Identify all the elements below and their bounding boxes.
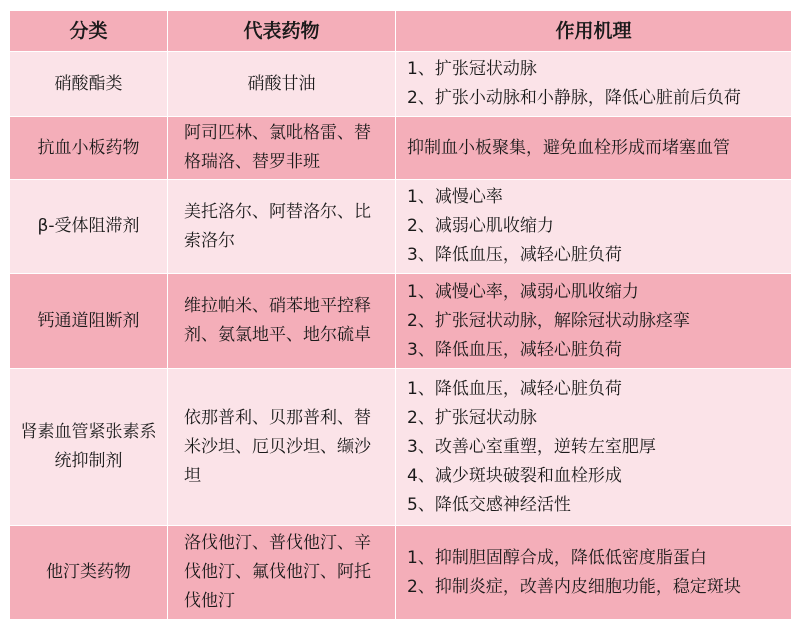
header-category: 分类 [10,11,168,52]
drugs-cell: 维拉帕米、硝苯地平控释剂、氨氯地平、地尔硫卓 [168,274,396,369]
category-cell [10,274,168,369]
mechanism-line: 4、减少斑块破裂和血栓形成 [407,465,622,486]
table-row [10,117,792,180]
mechanism-line: 2、扩张冠状动脉 [407,407,537,428]
drug-table-container [9,10,791,620]
drugs-cell: 依那普利、贝那普利、替米沙坦、厄贝沙坦、缬沙坦 [168,369,396,526]
mechanism-line: 2、减弱心肌收缩力 [407,216,554,236]
mechanism-line: 1、降低血压，减轻心脏负荷 [407,378,622,399]
mechanism-line: 1、扩张冠状动脉 [407,59,537,79]
mechanism-cell [396,52,792,117]
category-cell [10,52,168,117]
category-label: β-受体阻滞剂 [37,216,140,236]
mechanism-line: 3、改善心室重塑，逆转左室肥厚 [407,436,656,457]
drugs-cell: 阿司匹林、氯吡格雷、替格瑞洛、替罗非班 [168,117,396,180]
category-cell [10,526,168,620]
mechanism-cell [396,369,792,526]
mechanism-line: 2、扩张冠状动脉，解除冠状动脉痉挛 [407,310,690,331]
category-label: 抗血小板药物 [37,137,140,158]
category-label: 他汀类药物 [46,562,131,582]
mechanism-cell [396,526,792,620]
drugs-cell: 硝酸甘油 [168,52,396,117]
mechanism-line: 2、抑制炎症，改善内皮细胞功能，稳定斑块 [407,576,741,597]
header-drugs: 代表药物 [168,11,396,52]
mechanism-line: 1、减慢心率，减弱心肌收缩力 [407,281,639,302]
mechanism-cell [396,274,792,369]
header-mechanism: 作用机理 [396,11,792,52]
mechanism-line: 3、降低血压，减轻心脏负荷 [407,339,622,360]
category-cell [10,117,168,180]
table-row [10,52,792,117]
mechanism-line: 3、降低血压，减轻心脏负荷 [407,245,622,265]
drug-table [9,10,792,620]
category-label: 硝酸酯类 [54,73,123,94]
table-row [10,526,792,620]
mechanism-line: 1、减慢心率 [407,187,503,207]
mechanism-line: 抑制血小板聚集，避免血栓形成而堵塞血管 [407,137,730,158]
category-cell [10,369,168,526]
table-header-row [10,11,792,52]
mechanism-line: 2、扩张小动脉和小静脉，降低心脏前后负荷 [407,88,741,108]
drugs-cell: 美托洛尔、阿替洛尔、比索洛尔 [168,180,396,274]
table-row [10,274,792,369]
table-row [10,180,792,274]
mechanism-line: 1、抑制胆固醇合成，降低低密度脂蛋白 [407,547,707,568]
mechanism-line: 5、降低交感神经活性 [407,494,571,515]
drugs-cell: 洛伐他汀、普伐他汀、辛伐他汀、氟伐他汀、阿托伐他汀 [168,526,396,620]
category-label: 钙通道阻断剂 [37,310,140,331]
category-cell [10,180,168,274]
category-label: 肾素血管紧张素系统抑制剂 [20,422,157,471]
mechanism-cell [396,180,792,274]
mechanism-cell [396,117,792,180]
table-row [10,369,792,526]
